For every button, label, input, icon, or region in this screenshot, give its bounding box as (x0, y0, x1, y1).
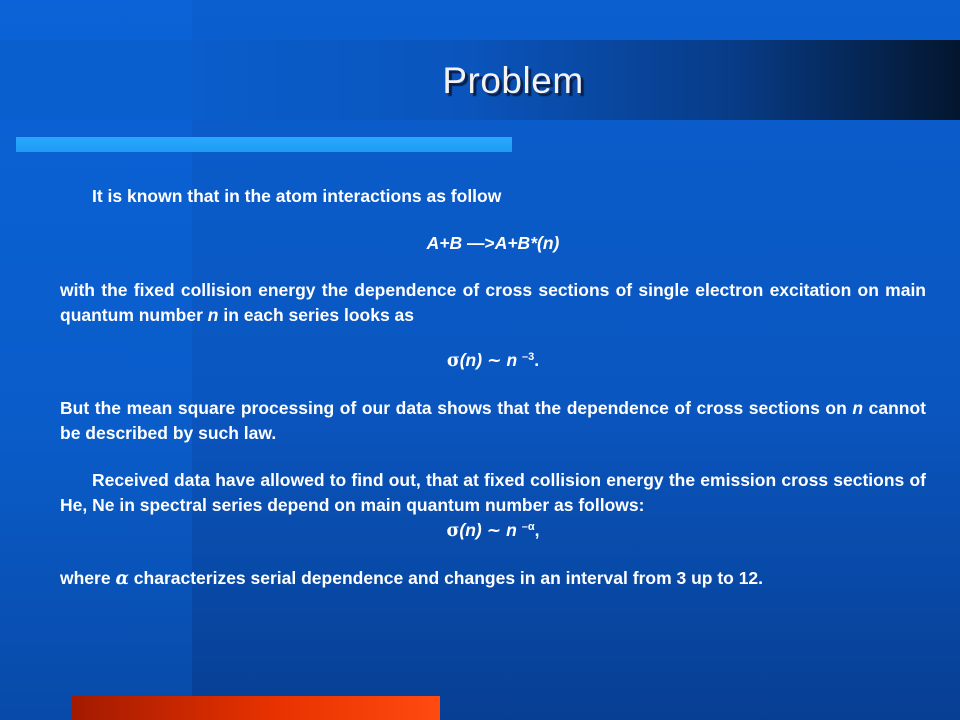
formula2-exponent: –α (521, 521, 535, 533)
formula1-end: . (534, 350, 540, 370)
formula1-n: n (501, 350, 523, 370)
paragraph-alpha-after: characterizes serial dependence and changes in an interval from 3 up to 12. (128, 568, 764, 588)
cyan-stripe-decoration (16, 137, 512, 152)
paragraph-processing-after: cannot be described by such law. (60, 398, 926, 443)
paragraph-processing-before: But the mean square processing of our data shows that the dependence of cross sections on (60, 398, 853, 418)
formula2-n: n (501, 520, 522, 540)
reaction-var: n (542, 233, 554, 253)
paragraph-alpha-before: where (60, 568, 116, 588)
reaction-arrow: —> (466, 233, 495, 253)
paragraph-dependence (60, 278, 926, 328)
tilde-symbol-2: ~ (486, 521, 502, 541)
reaction-right: A+B*( (494, 233, 543, 253)
formula1-arg: (n) (459, 350, 487, 370)
formula1-exponent: –3 (522, 351, 535, 363)
paragraph-dependence-var: n (207, 305, 219, 325)
reaction-close: ) (553, 233, 560, 253)
reaction-left: A+B (426, 233, 467, 253)
paragraph-dependence-after: in each series looks as (218, 305, 415, 325)
reaction-formula (60, 231, 926, 256)
formula2-end: , (534, 520, 540, 540)
slide-body (60, 184, 926, 592)
sigma-symbol-2: σ (446, 521, 460, 541)
slide-title: Problem (442, 60, 584, 101)
tilde-symbol: ~ (486, 351, 502, 371)
formula-sigma-n3 (60, 348, 926, 374)
sigma-symbol: σ (446, 351, 460, 371)
formula-sigma-alpha (60, 518, 926, 544)
paragraph-processing-var: n (852, 398, 864, 418)
paragraph-dependence-before: with the fixed collision energy the dependence of cross sections of single electron excitation on main quantum number (60, 280, 926, 325)
formula2-arg: (n) (459, 520, 487, 540)
paragraph-intro: It is known that in the atom interactions as follow (92, 186, 502, 206)
paragraph-alpha (60, 566, 926, 592)
red-block-decoration (72, 696, 440, 720)
paragraph-processing (60, 396, 926, 446)
paragraph-received: Received data have allowed to find out, that at fixed collision energy the emission cross sections of He, Ne in spectral series depend on main quantum number as follows: (60, 470, 926, 515)
alpha-symbol: α (115, 569, 129, 589)
